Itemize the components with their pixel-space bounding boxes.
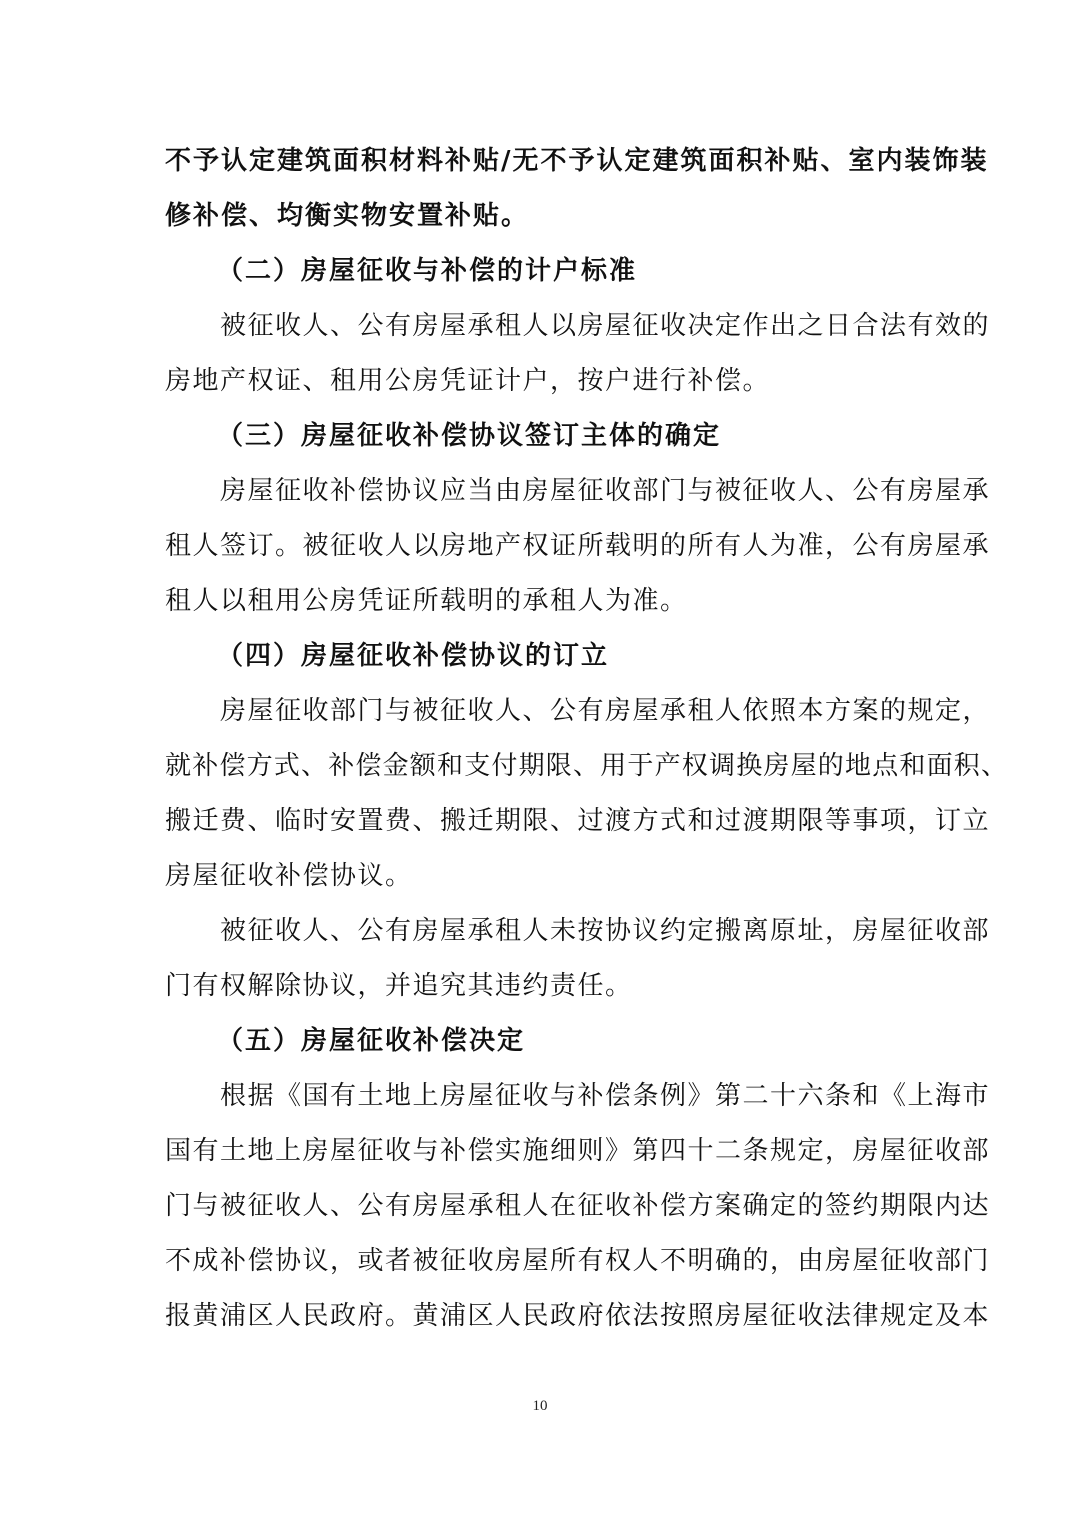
paragraph-line: 房屋征收补偿协议应当由房屋征收部门与被征收人、公有房屋承 xyxy=(165,476,991,506)
paragraph-line: 租人签订。被征收人以房地产权证所载明的所有人为准，公有房屋承 xyxy=(165,531,991,561)
paragraph-line: 房屋征收补偿协议。 xyxy=(165,861,413,891)
section-heading: （四）房屋征收补偿协议的订立 xyxy=(217,641,610,671)
paragraph-line: 国有土地上房屋征收与补偿实施细则》第四十二条规定，房屋征收部 xyxy=(165,1136,991,1166)
paragraph-line: 被征收人、公有房屋承租人未按协议约定搬离原址，房屋征收部 xyxy=(165,916,991,946)
paragraph-line: 被征收人、公有房屋承租人以房屋征收决定作出之日合法有效的 xyxy=(165,311,991,341)
paragraph-line: 根据《国有土地上房屋征收与补偿条例》第二十六条和《上海市 xyxy=(165,1081,991,1111)
section-heading: （五）房屋征收补偿决定 xyxy=(217,1026,526,1056)
paragraph-line: 租人以租用公房凭证所载明的承租人为准。 xyxy=(165,586,688,616)
paragraph-line: 门与被征收人、公有房屋承租人在征收补偿方案确定的签约期限内达 xyxy=(165,1191,991,1221)
paragraph-line: 房地产权证、租用公房凭证计户，按户进行补偿。 xyxy=(165,366,771,396)
section-heading: （三）房屋征收补偿协议签订主体的确定 xyxy=(217,421,722,451)
body-text-line: 修补偿、均衡实物安置补贴。 xyxy=(165,201,530,231)
section-heading: （二）房屋征收与补偿的计户标准 xyxy=(217,256,638,286)
paragraph-line: 搬迁费、临时安置费、搬迁期限、过渡方式和过渡期限等事项，订立 xyxy=(165,806,991,836)
page-number: 10 xyxy=(532,1398,548,1414)
body-text-line: 不予认定建筑面积材料补贴/无不予认定建筑面积补贴、室内装饰装 xyxy=(165,146,989,176)
paragraph-line: 报黄浦区人民政府。黄浦区人民政府依法按照房屋征收法律规定及本 xyxy=(165,1301,991,1331)
paragraph-line: 不成补偿协议，或者被征收房屋所有权人不明确的，由房屋征收部门 xyxy=(165,1246,991,1276)
paragraph-line: 房屋征收部门与被征收人、公有房屋承租人依照本方案的规定， xyxy=(165,696,991,726)
document-body xyxy=(165,134,1009,1344)
paragraph-line: 就补偿方式、补偿金额和支付期限、用于产权调换房屋的地点和面积、 xyxy=(165,751,1009,781)
paragraph-line: 门有权解除协议，并追究其违约责任。 xyxy=(165,971,633,1001)
